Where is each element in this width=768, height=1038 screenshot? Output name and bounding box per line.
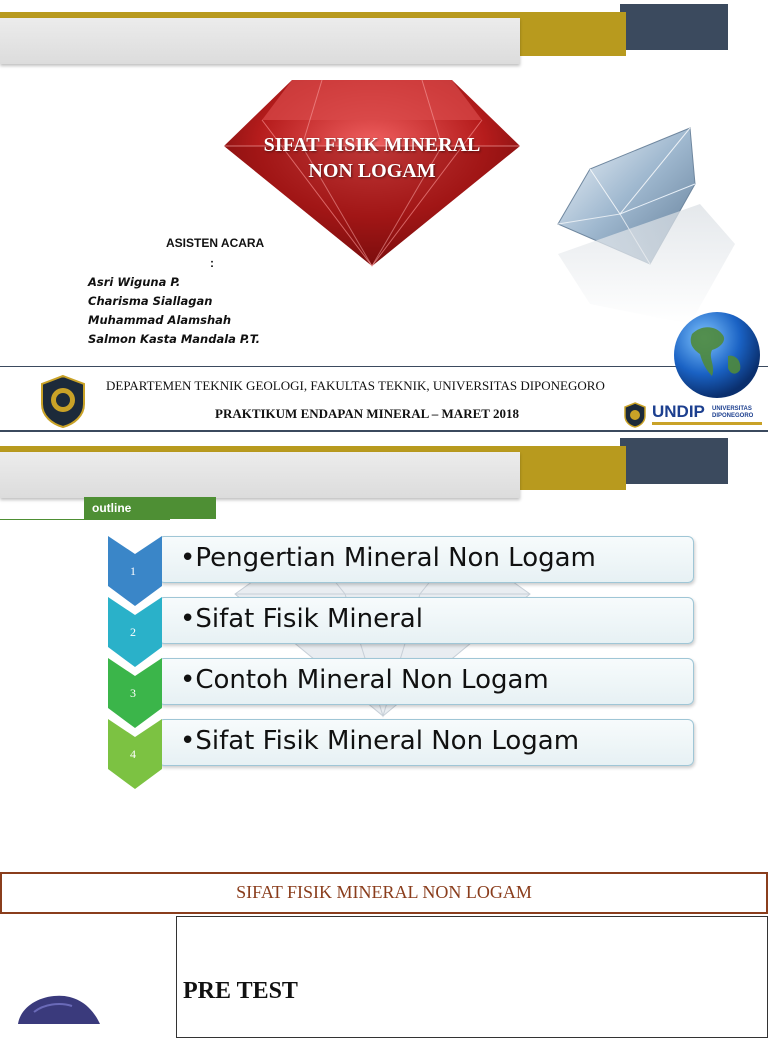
undip-logo [624,400,764,430]
assistant-name: Asri Wiguna P. [88,275,181,289]
outline-item-3-text: •Contoh Mineral Non Logam [180,665,549,695]
outline-tab: outline [84,497,216,519]
header-grey-bar [0,18,520,64]
globe-image [672,310,762,400]
diponegoro-seal-logo [38,374,88,428]
undip-logo-subtext: UNIVERSITAS DIPONEGORO [712,406,754,419]
footer-bottom-line [0,430,768,432]
assistant-name: Charisma Siallagan [88,294,213,308]
chevron-2-number: 2 [130,625,136,639]
assistant-name: Salmon Kasta Mandala P.T. [88,332,261,346]
undip-logo-text: UNDIP [652,402,705,421]
asisten-label: ASISTEN ACARA [166,236,265,250]
diamond-image [550,124,740,329]
assistant-list [88,273,260,349]
assistant-name: Muhammad Alamshah [88,313,232,327]
chevron-3-number: 3 [130,686,136,700]
pretest-heading: PRE TEST [183,978,298,1004]
outline-item-4-text: •Sifat Fisik Mineral Non Logam [180,726,580,756]
title-line-2: NON LOGAM [308,160,436,182]
header-grey-bar [0,452,520,498]
outline-underline [0,519,170,520]
department-text: DEPARTEMEN TEKNIK GEOLOGI, FAKULTAS TEKNIK, UNIVERSITAS DIPONEGORO [106,378,605,393]
header-navy-bar [620,4,728,50]
asisten-colon: : [210,256,214,270]
title-slide [0,0,768,436]
outline-item-1-text: •Pengertian Mineral Non Logam [180,543,596,573]
chevron-1-number: 1 [130,564,136,578]
title-line-1: SIFAT FISIK MINERAL [263,134,481,156]
header-navy-bar [620,438,728,484]
outline-item-2-text: •Sifat Fisik Mineral [180,604,423,634]
outline-slide [0,436,768,866]
undip-logo-underline [652,422,762,425]
pretest-slide [0,866,768,1024]
chevron-4-number: 4 [130,747,136,761]
mineral-specimen-image [14,992,104,1024]
praktikum-text: PRAKTIKUM ENDAPAN MINERAL – MARET 2018 [215,406,519,421]
pretest-box [176,916,768,1038]
undip-seal-icon [624,402,646,428]
slide3-title: SIFAT FISIK MINERAL NON LOGAM [0,872,768,914]
slide-title [222,132,522,184]
footer-top-line [0,366,768,367]
